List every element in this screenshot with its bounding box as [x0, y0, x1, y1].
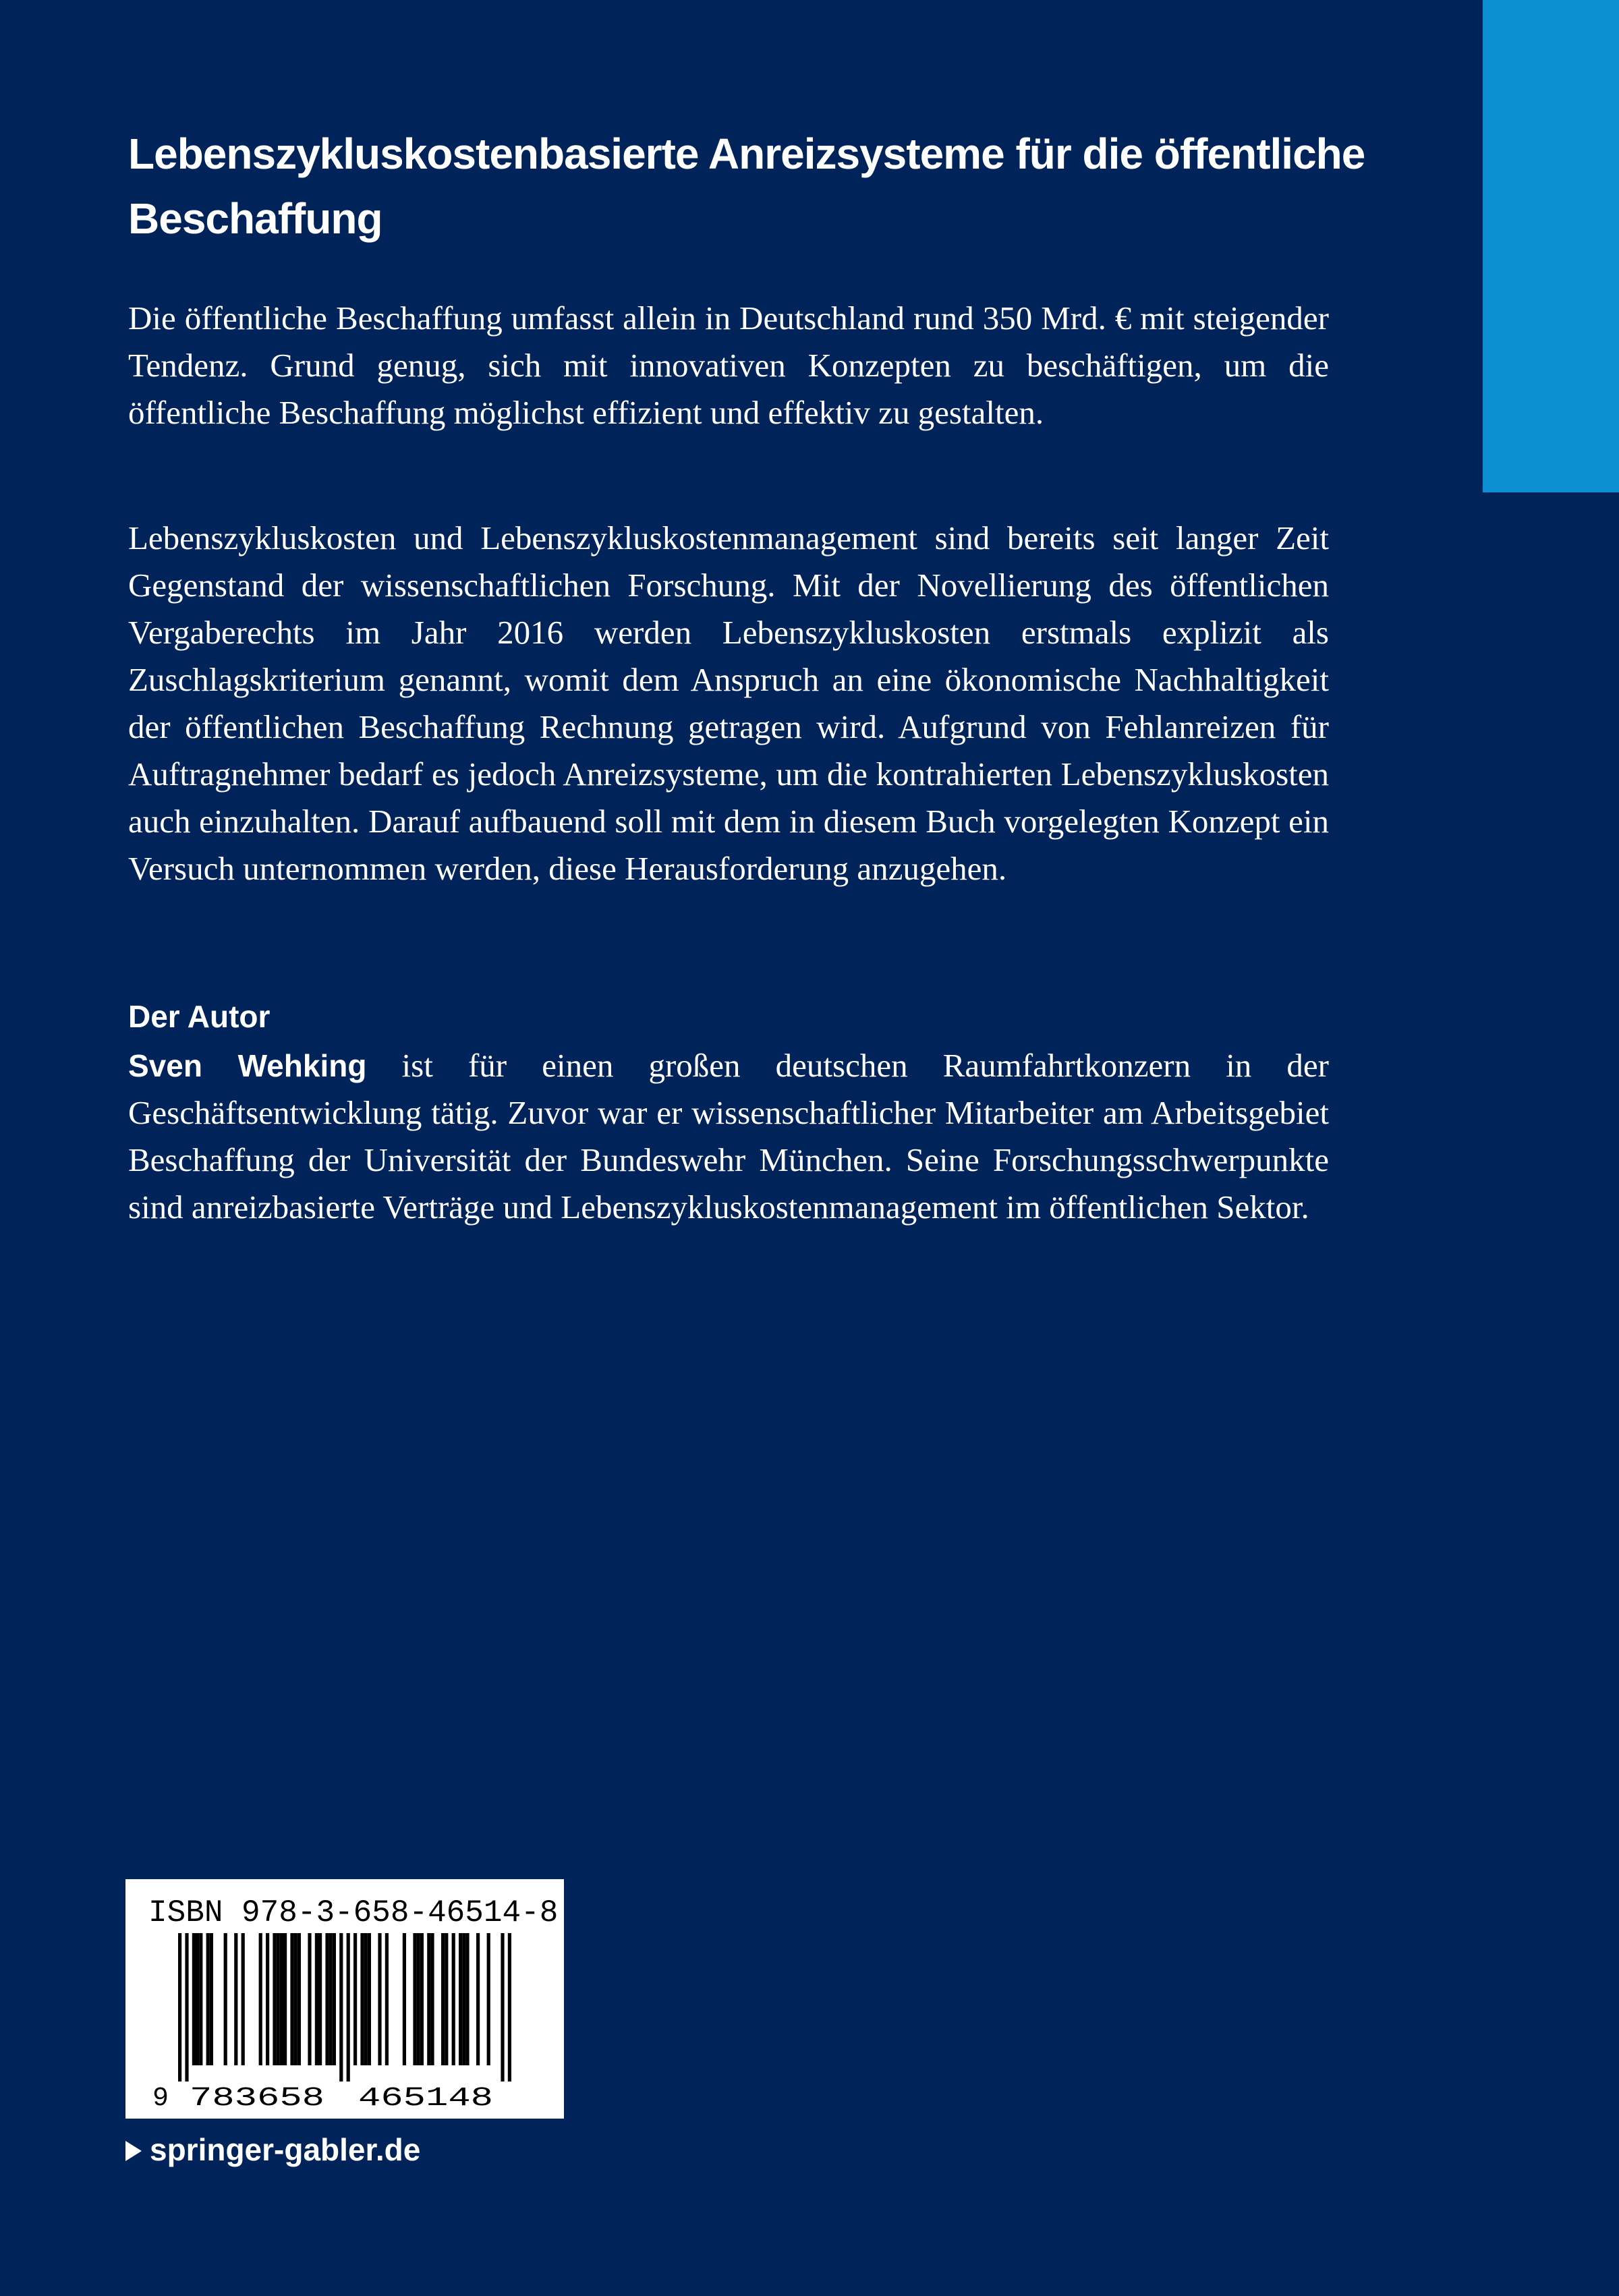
barcode-bar — [290, 1933, 293, 2065]
barcode-bar — [273, 1933, 276, 2065]
barcode-bar — [462, 1933, 465, 2065]
barcode-bar — [333, 1933, 336, 2065]
barcode-bar — [417, 1933, 420, 2065]
barcode-bar — [465, 1933, 469, 2065]
barcode-bar — [476, 1933, 480, 2065]
barcode-bar — [297, 1933, 301, 2065]
barcode-bar — [178, 1933, 181, 2082]
barcode-bar — [277, 1933, 280, 2065]
barcode-bar — [199, 1933, 202, 2065]
barcode-bar — [427, 1933, 430, 2065]
publisher-link-text: springer-gabler.de — [150, 2132, 421, 2167]
barcode-bar — [206, 1933, 210, 2065]
author-name: Sven Wehking — [128, 1048, 367, 1083]
barcode-bar — [403, 1933, 406, 2065]
barcode-bar — [280, 1933, 283, 2065]
isbn-barcode — [125, 1879, 564, 2119]
barcode-bar — [259, 1933, 262, 2065]
barcode-bar — [368, 1933, 371, 2065]
barcode-bar — [441, 1933, 445, 2065]
book-title: Lebenszykluskostenbasierte Anreizsysteme für die öffentliche Beschaffung — [128, 130, 1365, 243]
barcode-bar — [508, 1933, 511, 2082]
barcode-digits-right: 465148 — [358, 2084, 493, 2114]
barcode-bar — [445, 1933, 448, 2065]
description-paragraph-1: Die öffentliche Beschaffung umfasst allein in Deutschland rund 350 Mrd. € mit steigender Tendenz. Grund genug, sich mit innovativen Konzepten zu beschäftigen, um die öffentliche Beschaffung möglichst effizient und effektiv zu gestalten. — [128, 299, 1329, 431]
barcode-bar — [501, 1933, 504, 2082]
barcode-bar — [192, 1933, 196, 2065]
barcode-bar — [459, 1933, 462, 2065]
barcode-bar — [487, 1933, 490, 2065]
barcode-bar — [385, 1933, 389, 2065]
barcode-graphic — [125, 1879, 564, 2119]
description-paragraph-2: Lebenszykluskosten und Lebenszykluskostenmanagement sind bereits seit langer Zeit Gegenstand der wissenschaftlichen Forschung. Mit der Novellierung des öffentlichen Vergaberechts im Jahr 2016 werden Lebenszykluskosten erstmals explizit als Zuschlagskriterium genannt, womit dem Anspruch an eine ökonomische Nachhaltigkeit der öffentlichen Beschaffung Rechnung getragen wird. Aufgrund von Fehlanreizen für Auftragnehmer bedarf es jedoch Anreizsysteme, um die kontrahierten Lebenszykluskosten auch einzuhalten. Darauf aufbauend soll mit dem in diesem Buch vorgelegten Konzept ein Versuch unternommen werden, diese Herausforderung anzugehen. — [128, 519, 1329, 887]
accent-bar — [1483, 0, 1619, 492]
barcode-bar — [318, 1933, 322, 2065]
barcode-bar — [339, 1933, 343, 2082]
barcode-bar — [364, 1933, 368, 2065]
barcode-bar — [430, 1933, 434, 2065]
barcode-bar — [353, 1933, 357, 2065]
barcode-bar — [413, 1933, 416, 2065]
author-bio — [128, 1042, 1329, 1231]
barcode-digits-left: 783658 — [190, 2084, 324, 2114]
barcode-bar — [283, 1933, 287, 2065]
barcode-bar — [360, 1933, 364, 2065]
barcode-bar — [185, 1933, 188, 2082]
barcode-bar — [234, 1933, 237, 2065]
barcode-bar — [224, 1933, 227, 2065]
barcode-bar — [196, 1933, 199, 2065]
barcode-bar — [347, 1933, 350, 2082]
barcode-bar — [329, 1933, 333, 2065]
barcode-bar — [420, 1933, 424, 2065]
barcode-digit-lead: 9 — [152, 2084, 169, 2114]
author-heading: Der Autor — [128, 999, 271, 1034]
barcode-bars — [178, 1933, 511, 2082]
publisher-link[interactable] — [125, 2128, 420, 2171]
barcode-bar — [378, 1933, 381, 2065]
barcode-bar — [452, 1933, 455, 2065]
barcode-bar — [325, 1933, 329, 2065]
isbn-label: ISBN 978-3-658-46514-8 — [148, 1895, 559, 1930]
barcode-bar — [308, 1933, 311, 2065]
barcode-bar — [294, 1933, 297, 2065]
barcode-bar — [210, 1933, 213, 2065]
barcode-bar — [266, 1933, 269, 2065]
barcode-bar — [315, 1933, 318, 2065]
arrow-right-icon — [125, 2141, 142, 2161]
barcode-bar — [242, 1933, 245, 2065]
author-bio-text: ist für einen großen deutschen Raumfahrtkonzern in der Geschäftsentwicklung tätig. Zuvor war er wissenschaftlicher Mitarbeiter am Arbeitsgebiet Beschaffung der Universität der Bundeswehr München. Seine Forschungsschwerpunkte sind anreizbasierte Verträge und Lebenszykluskostenmanagement im öffentlichen Sektor. — [128, 1047, 1329, 1226]
